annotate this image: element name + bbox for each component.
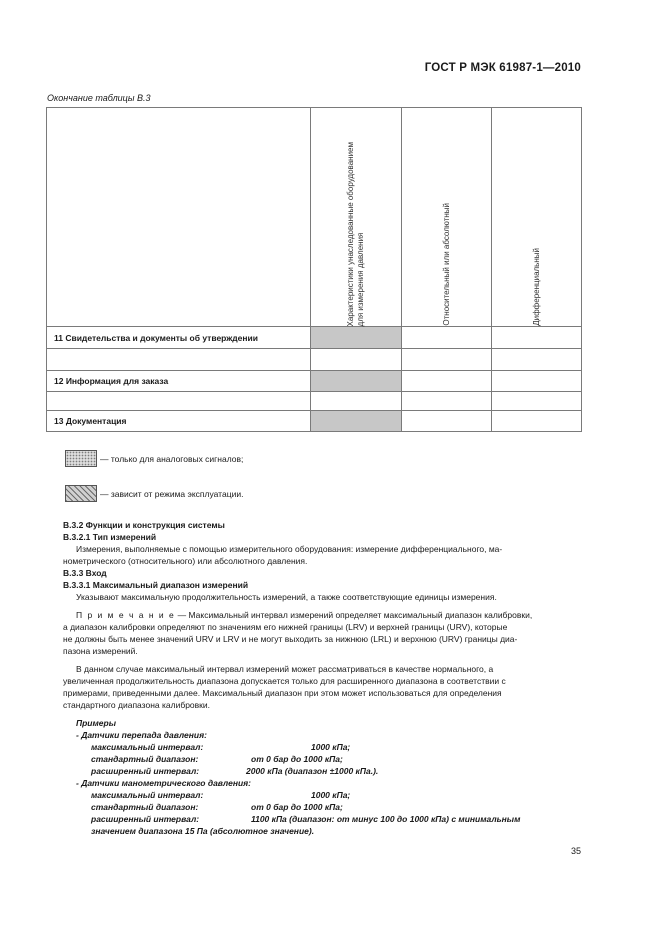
example-value: 2000 кПа (диапазон ±1000 кПа.).: [246, 766, 379, 776]
column-header-text: Дифференциальный: [531, 248, 541, 326]
paragraph-line: Измерения, выполняемые с помощью измерительного оборудования: измерение дифференциального, ма-: [76, 544, 503, 554]
example-label: расширенный интервал:: [91, 814, 200, 824]
paragraph-line: примерами, приведенными далее. Максимальный диапазон при этом может использоваться для определения: [63, 688, 502, 698]
section-heading: В.3.2 Функции и конструкция системы: [63, 520, 225, 530]
paragraph-line: увеличенная продолжительность диапазона допускается только для расширенного диапазона в соответствии с: [63, 676, 506, 686]
table-header-row: [47, 108, 582, 327]
table-cell: [402, 371, 492, 392]
section-heading: В.3.3 Вход: [63, 568, 107, 578]
note-line: не должны быть менее значений URV и LRV и не могут выходить за нижнюю (LRL) и верхнюю (URV) границы диа-: [63, 634, 518, 644]
example-group-title: - Датчики перепада давления:: [76, 730, 207, 740]
example-value: значением диапазона 15 Па (абсолютное значение).: [91, 826, 315, 836]
column-header-text: Характеристики унаследованные оборудованием для измерения давления: [346, 141, 365, 326]
table-cell: [311, 349, 402, 371]
example-label: стандартный диапазон:: [91, 802, 199, 812]
example-value: 1100 кПа (диапазон: от минус 100 до 1000 кПа) с минимальным: [251, 814, 521, 824]
example-label: расширенный интервал:: [91, 766, 200, 776]
row-label: 12 Информация для заказа: [47, 371, 311, 392]
paragraph-line: нометрического (относительного) или абсолютного давления.: [63, 556, 308, 566]
example-label: максимальный интервал:: [91, 742, 204, 752]
note-line: а диапазон калибровки определяют по значениям его нижней границы (LRV) и верхней границы (URV), которые: [63, 622, 508, 632]
table-caption: Окончание таблицы В.3: [47, 93, 151, 103]
column-header: [492, 108, 582, 327]
table-cell: [492, 327, 582, 349]
shaded-cell: [311, 371, 402, 392]
table-cell: [402, 349, 492, 371]
shaded-cell: [311, 327, 402, 349]
paragraph-line: Указывают максимальную продолжительность измерений, а также соответствующие единицы измерения.: [76, 592, 497, 602]
row-label: 11 Свидетельства и документы об утверждении: [47, 327, 311, 349]
table-row: [47, 327, 582, 349]
table-corner-cell: [47, 108, 311, 327]
column-header: [311, 108, 402, 327]
legend-dotted-swatch: [65, 450, 97, 467]
paragraph-line: стандартного диапазона калибровки.: [63, 700, 211, 710]
table-cell: [402, 327, 492, 349]
section-heading: В.3.3.1 Максимальный диапазон измерений: [63, 580, 249, 590]
table-row: [47, 411, 582, 432]
table-row: [47, 371, 582, 392]
example-value: 1000 кПа;: [311, 790, 351, 800]
example-value: 1000 кПа;: [311, 742, 351, 752]
table-row: [47, 349, 582, 371]
document-header: ГОСТ Р МЭК 61987-1—2010: [424, 62, 581, 74]
examples-title: Примеры: [76, 718, 116, 728]
page-number: 35: [570, 846, 581, 856]
note-line: [76, 609, 584, 621]
table-cell: [311, 392, 402, 411]
table-cell: [402, 392, 492, 411]
example-value: от 0 бар до 1000 кПа;: [251, 754, 343, 764]
row-label: 13 Документация: [47, 411, 311, 432]
example-group-title: - Датчики манометрического давления:: [76, 778, 251, 788]
legend-hatched-swatch: [65, 485, 97, 502]
table-cell: [492, 392, 582, 411]
column-header-text: Относительный или абсолютный: [441, 203, 451, 326]
column-header: [402, 108, 492, 327]
note-line: пазона измерений.: [63, 646, 138, 656]
table-cell: [492, 349, 582, 371]
example-label: максимальный интервал:: [91, 790, 204, 800]
spec-table: [46, 107, 582, 432]
example-label: стандартный диапазон:: [91, 754, 199, 764]
table-cell: [492, 371, 582, 392]
shaded-cell: [311, 411, 402, 432]
legend-hatched-text: — зависит от режима эксплуатации.: [100, 489, 244, 499]
legend-dotted-text: — только для аналоговых сигналов;: [100, 454, 244, 464]
note-text: — Максимальный интервал измерений определяет максимальный диапазон калибровки,: [175, 610, 533, 620]
example-value: от 0 бар до 1000 кПа;: [251, 802, 343, 812]
table-cell: [402, 411, 492, 432]
section-heading: В.3.2.1 Тип измерений: [63, 532, 157, 542]
table-cell: [492, 411, 582, 432]
row-label: [47, 392, 311, 411]
row-label: [47, 349, 311, 371]
paragraph-line: В данном случае максимальный интервал измерений может рассматриваться в качестве нормального, а: [76, 664, 494, 674]
table-row: [47, 392, 582, 411]
note-label: П р и м е ч а н и е: [76, 610, 176, 620]
